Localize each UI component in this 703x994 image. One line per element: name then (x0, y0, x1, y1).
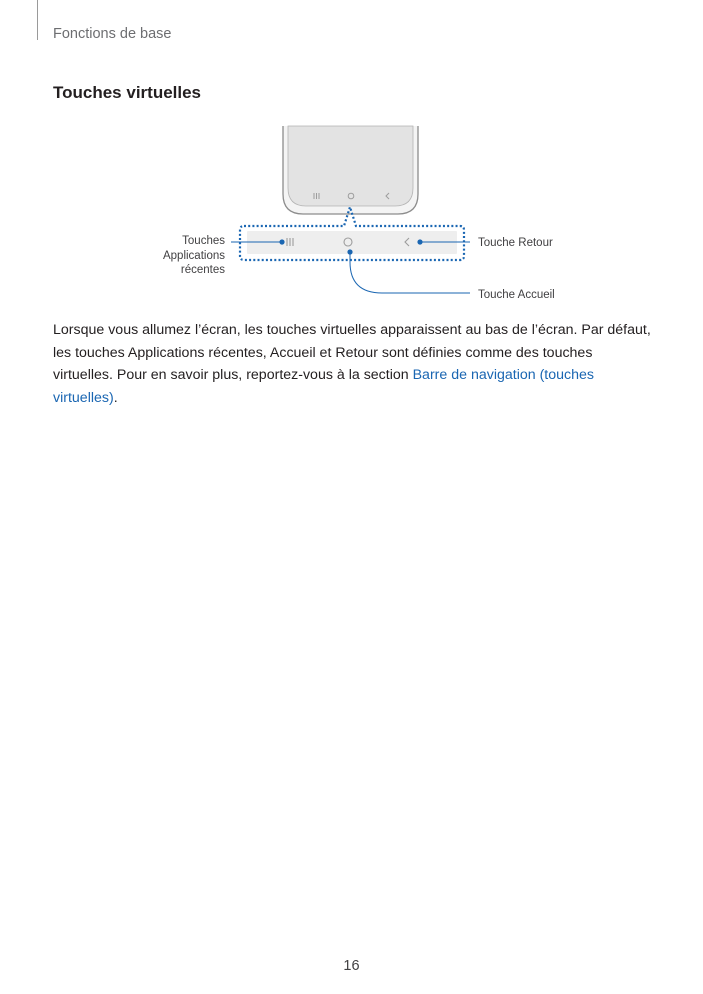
body-text-main: Lorsque vous allumez l’écran, les touches virtuelles apparaissent au bas de l’écran. Par défaut, les touches Applications récentes, Accueil et Retour sont définies comme des touches virtuelles. Pour en savoir plus, reportez-vous à la section (53, 322, 651, 383)
body-paragraph (53, 319, 653, 409)
phone-illustration (0, 0, 703, 320)
page-number: 16 (343, 958, 360, 974)
phone-screen (288, 126, 413, 206)
section-title: Touches virtuelles (53, 83, 202, 102)
label-home-key: Touche Accueil (478, 289, 555, 301)
running-header: Fonctions de base (53, 26, 172, 42)
label-back-key: Touche Retour (478, 237, 553, 249)
body-text-end: . (113, 389, 118, 406)
navigation-bar-link[interactable]: Barre de navigation (touches virtuelles) (53, 367, 594, 406)
label-recents-key: Touches Applications récentes (162, 235, 225, 276)
navigation-keys-figure (0, 0, 703, 320)
